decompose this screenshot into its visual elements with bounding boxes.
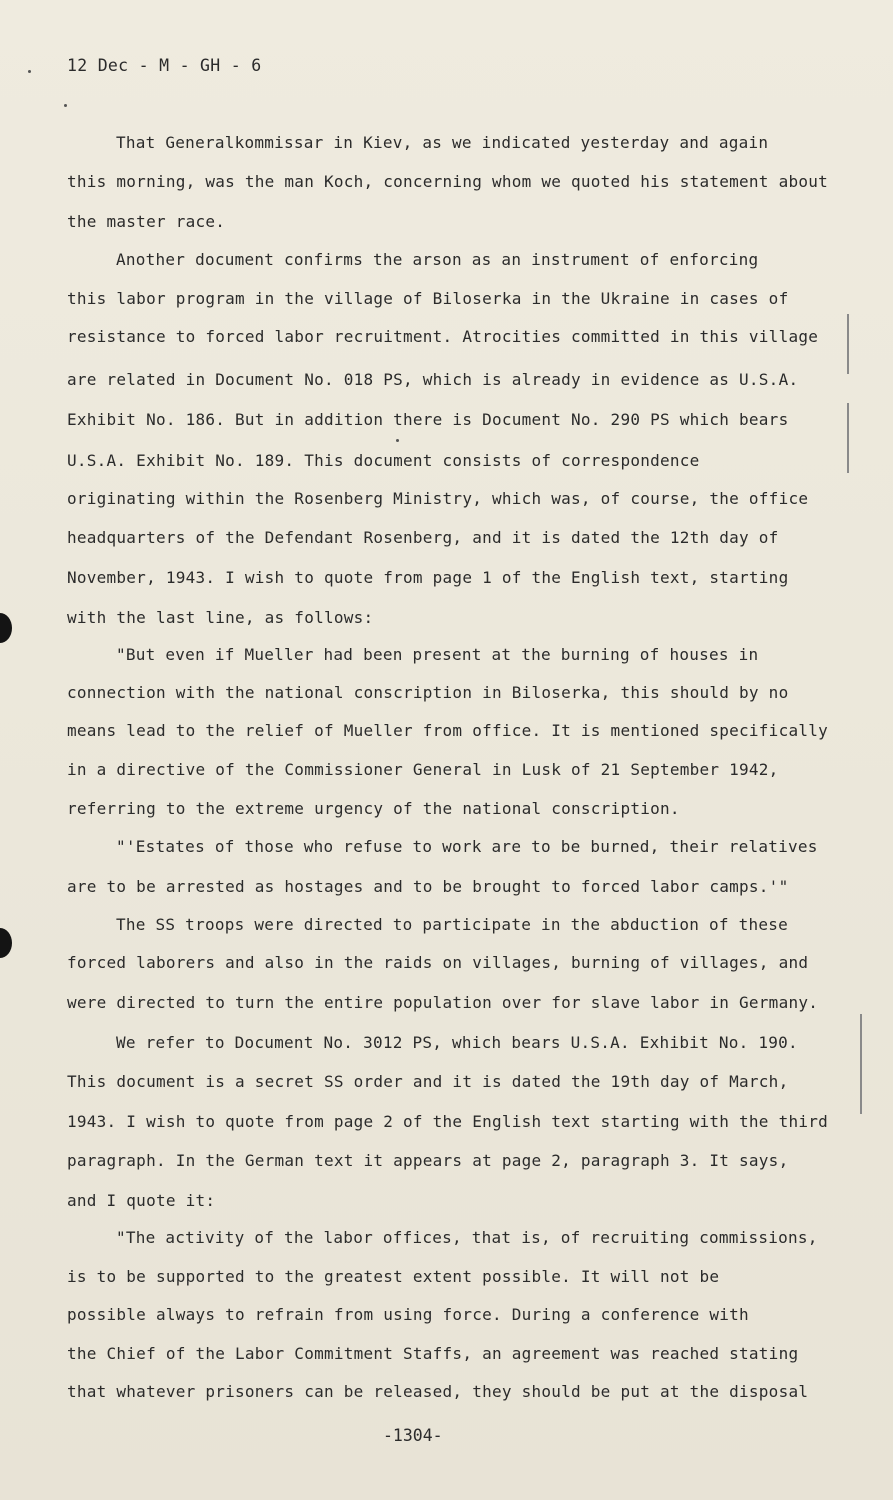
punch-hole: [0, 928, 12, 958]
quote-line: referring to the extreme urgency of the national conscription.: [67, 799, 680, 818]
quote-line: "The activity of the labor offices, that is, of recruiting commissions,: [116, 1228, 818, 1247]
text-line: the master race.: [67, 212, 226, 231]
speck: [64, 104, 67, 107]
text-line: and I quote it:: [67, 1191, 216, 1210]
quote-line: possible always to refrain from using force. During a conference with: [67, 1305, 749, 1324]
quote-line: "But even if Mueller had been present at the burning of houses in: [116, 645, 759, 664]
text-line: forced laborers and also in the raids on villages, burning of villages, and: [67, 953, 809, 972]
speck: [28, 70, 31, 73]
text-line: headquarters of the Defendant Rosenberg, and it is dated the 12th day of: [67, 528, 779, 547]
text-line: Exhibit No. 186. But in addition there is Document No. 290 PS which bears: [67, 410, 789, 429]
text-line: U.S.A. Exhibit No. 189. This document consists of correspondence: [67, 451, 700, 470]
text-line: The SS troops were directed to participate in the abduction of these: [116, 915, 789, 934]
text-line: That Generalkommissar in Kiev, as we indicated yesterday and again: [116, 133, 769, 152]
speck: [396, 439, 399, 442]
text-line: paragraph. In the German text it appears at page 2, paragraph 3. It says,: [67, 1151, 789, 1170]
quote-line: the Chief of the Labor Commitment Staffs, an agreement was reached stating: [67, 1344, 799, 1363]
page-number: -1304-: [383, 1426, 443, 1445]
text-line: Another document confirms the arson as an instrument of enforcing: [116, 250, 759, 269]
quote-line: in a directive of the Commissioner General in Lusk of 21 September 1942,: [67, 760, 779, 779]
margin-mark: [847, 403, 849, 473]
text-line: are related in Document No. 018 PS, which is already in evidence as U.S.A.: [67, 370, 799, 389]
text-line: November, 1943. I wish to quote from page 1 of the English text, starting: [67, 568, 789, 587]
text-line: this labor program in the village of Biloserka in the Ukraine in cases of: [67, 289, 789, 308]
quote-line: connection with the national conscription in Biloserka, this should by no: [67, 683, 789, 702]
quote-line: that whatever prisoners can be released, they should be put at the disposal: [67, 1382, 809, 1401]
text-line: 1943. I wish to quote from page 2 of the English text starting with the third: [67, 1112, 828, 1131]
margin-mark: [860, 1014, 862, 1114]
text-line: resistance to forced labor recruitment. Atrocities committed in this village: [67, 327, 819, 346]
quote-line: is to be supported to the greatest extent possible. It will not be: [67, 1267, 720, 1286]
text-line: with the last line, as follows:: [67, 608, 374, 627]
margin-mark: [847, 314, 849, 374]
text-line: this morning, was the man Koch, concerning whom we quoted his statement about: [67, 172, 828, 191]
text-line: This document is a secret SS order and it is dated the 19th day of March,: [67, 1072, 789, 1091]
text-line: originating within the Rosenberg Ministry, which was, of course, the office: [67, 489, 809, 508]
punch-hole: [0, 613, 12, 643]
text-line: were directed to turn the entire population over for slave labor in Germany.: [67, 993, 819, 1012]
quote-line: means lead to the relief of Mueller from office. It is mentioned specifically: [67, 721, 828, 740]
quote-line: are to be arrested as hostages and to be brought to forced labor camps.'": [67, 877, 789, 896]
page-header: 12 Dec - M - GH - 6: [67, 56, 262, 75]
text-line: We refer to Document No. 3012 PS, which bears U.S.A. Exhibit No. 190.: [116, 1033, 798, 1052]
quote-line: "'Estates of those who refuse to work are to be burned, their relatives: [116, 837, 818, 856]
